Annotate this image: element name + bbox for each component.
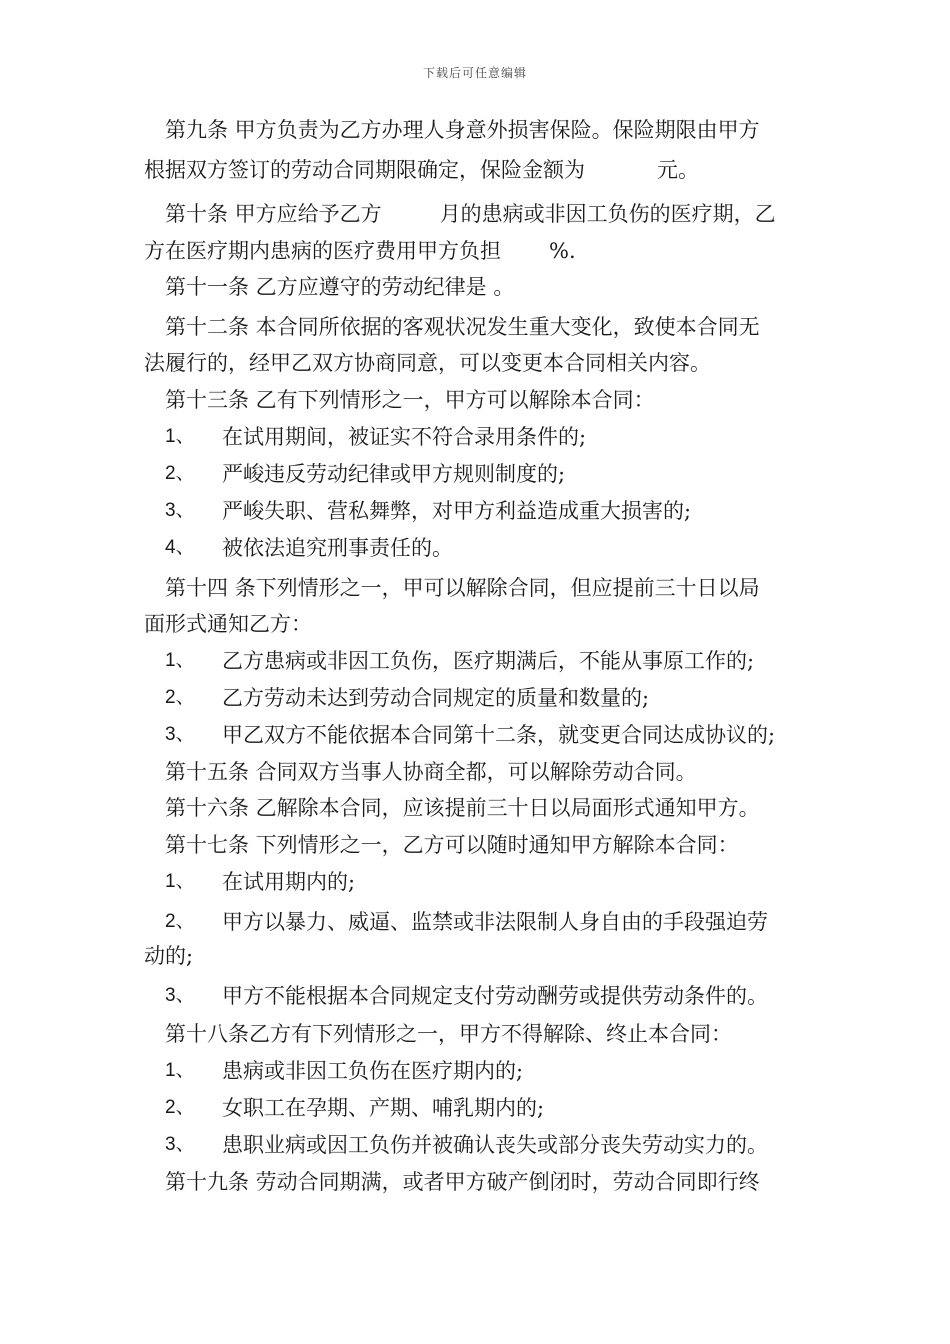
article-10-line-2	[144, 237, 576, 265]
article-19-line-1: 第十九条 劳动合同期满，或者甲方破产倒闭时，劳动合同即行终	[165, 1170, 760, 1194]
article-18-item-1: 患病或非因工负伤在医疗期内的;	[222, 1059, 524, 1083]
article-17-item-2-number: 2、	[165, 911, 195, 932]
article-14-line-1: 第十四 条下列情形之一，甲可以解除合同，但应提前三十日以局	[165, 576, 760, 600]
article-18-item-1-number: 1、	[165, 1060, 195, 1081]
article-14-item-3: 甲乙双方不能依据本合同第十二条，就变更合同达成协议的;	[222, 723, 776, 747]
article-14-item-1: 乙方患病或非因工负伤，医疗期满后，不能从事原工作的;	[222, 649, 755, 673]
article-18: 第十八条乙方有下列情形之一，甲方不得解除、终止本合同：	[165, 1022, 732, 1046]
article-10-text: 第十条 甲方应给予乙方	[165, 202, 382, 226]
article-9-text: 根据双方签订的劳动合同期限确定，保险金额为	[144, 158, 585, 182]
article-17-item-1-number: 1、	[165, 871, 195, 892]
article-13: 第十三条 乙有下列情形之一，甲方可以解除本合同：	[165, 388, 655, 412]
article-14-item-2-number: 2、	[165, 687, 195, 708]
article-13-item-1: 在试用期间，被证实不符合录用条件的;	[222, 425, 587, 449]
article-17-item-2-cont: 动的;	[144, 944, 194, 968]
article-9-line-2	[144, 156, 699, 184]
article-13-item-1-number: 1、	[165, 426, 195, 447]
article-18-item-3: 患职业病或因工负伤并被确认丧失或部分丧失劳动实力的。	[222, 1133, 768, 1157]
article-12-line-1: 第十二条 本合同所依据的客观状况发生重大变化，致使本合同无	[165, 315, 760, 339]
article-13-item-3: 严峻失职、营私舞弊，对甲方利益造成重大损害的;	[222, 499, 692, 523]
article-14-item-3-number: 3、	[165, 724, 195, 745]
article-14-item-1-number: 1、	[165, 650, 195, 671]
article-13-item-3-number: 3、	[165, 500, 195, 521]
article-10-line-1	[165, 200, 776, 228]
article-17-item-3: 甲方不能根据本合同规定支付劳动酬劳或提供劳动条件的。	[222, 984, 768, 1008]
article-17-item-1: 在试用期内的;	[222, 870, 356, 894]
article-9-unit: 元。	[657, 158, 699, 182]
page-header: 下载后可任意编辑	[422, 66, 527, 80]
article-17-item-3-number: 3、	[165, 985, 195, 1006]
article-18-item-2: 女职工在孕期、产期、哺乳期内的;	[222, 1096, 545, 1120]
article-16: 第十六条 乙解除本合同，应该提前三十日以局面形式通知甲方。	[165, 796, 760, 820]
article-15: 第十五条 合同双方当事人协商全都，可以解除劳动合同。	[165, 760, 697, 784]
article-18-item-2-number: 2、	[165, 1097, 195, 1118]
article-10-percent: %.	[549, 239, 576, 263]
article-14-line-2: 面形式通知乙方：	[144, 612, 312, 636]
article-13-item-4: 被依法追究刑事责任的。	[222, 536, 453, 560]
article-10-text-2: 方在医疗期内患病的医疗费用甲方负担	[144, 239, 501, 263]
article-13-item-2: 严峻违反劳动纪律或甲方规则制度的;	[222, 462, 566, 486]
article-17: 第十七条 下列情形之一，乙方可以随时通知甲方解除本合同：	[165, 833, 739, 857]
article-13-item-2-number: 2、	[165, 463, 195, 484]
article-10-text-cont: 月的患病或非因工负伤的医疗期，乙	[439, 202, 776, 226]
article-13-item-4-number: 4、	[165, 537, 195, 558]
article-9-line-1: 第九条 甲方负责为乙方办理人身意外损害保险。保险期限由甲方	[165, 118, 760, 142]
article-18-item-3-number: 3、	[165, 1134, 195, 1155]
article-12-line-2: 法履行的，经甲乙双方协商同意，可以变更本合同相关内容。	[144, 351, 711, 375]
article-11: 第十一条 乙方应遵守的劳动纪律是 。	[165, 275, 515, 299]
article-17-item-2: 甲方以暴力、威逼、监禁或非法限制人身自由的手段强迫劳	[222, 910, 768, 934]
article-14-item-2: 乙方劳动未达到劳动合同规定的质量和数量的;	[222, 686, 650, 710]
